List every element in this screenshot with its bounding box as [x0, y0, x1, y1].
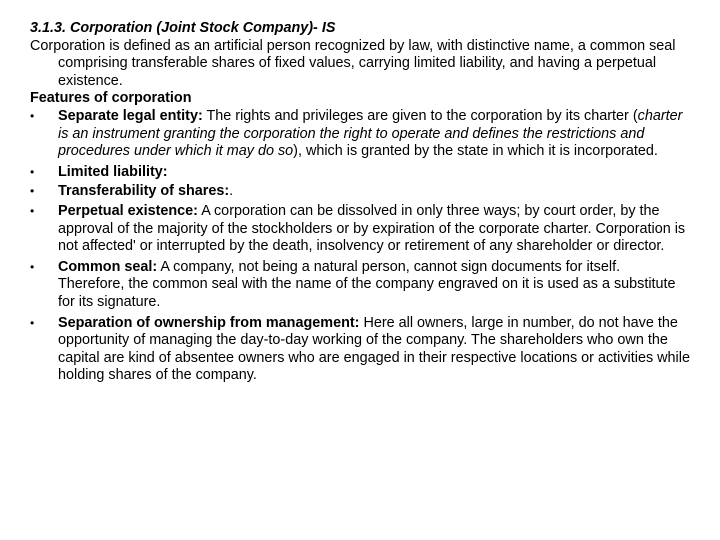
definition-paragraph: Corporation is defined as an artificial person recognized by law, with distinctive name, a common seal comprising transferable shares of fixed values, carrying limited liability, and having a perpetual existence.	[30, 37, 676, 89]
bullet-icon: •	[30, 164, 35, 179]
feature-term: Separate legal entity:	[58, 107, 203, 124]
features-list	[30, 108, 690, 385]
bullet-icon: •	[30, 259, 35, 274]
bullet-icon: •	[30, 184, 35, 199]
feature-term: Transferability of shares:	[58, 183, 230, 200]
feature-item-separation-of-ownership	[30, 315, 690, 385]
bullet-icon: •	[30, 315, 35, 330]
feature-term: Limited liability:	[58, 163, 168, 180]
feature-text: Here all owners, large in number, do not have the opportunity of managing the day-to-day working of the company. The shareholders who own the capital are kind of absentee owners who are engaged in their respective locations or activities while holding shares of the company.	[58, 314, 690, 384]
bullet-icon: •	[30, 108, 35, 123]
feature-item-perpetual-existence	[30, 203, 690, 256]
feature-text: The rights and privileges are given to the corporation by its charter (	[202, 107, 638, 124]
feature-term: Separation of ownership from management:	[58, 314, 360, 331]
feature-text: ), which is granted by the state in which it is incorporated.	[293, 143, 658, 160]
feature-term: Perpetual existence:	[58, 202, 198, 219]
feature-item-limited-liability	[30, 164, 690, 182]
slide-content	[30, 20, 690, 388]
feature-term: Common seal:	[58, 258, 158, 275]
section-heading: 3.1.3. Corporation (Joint Stock Company)- IS	[30, 20, 336, 36]
feature-text: A corporation can be dissolved in only three ways; by court order, by the approval of the majority of the stockholders or by expiration of the corporate charter. Corporation is not affected' or interrupted by the death, insolvency or retirement of any shareholder or director.	[58, 202, 686, 255]
feature-italic-note: charter is an instrument granting the corporation the right to operate and defines the restrictions and procedures under which it may do so	[58, 107, 683, 160]
feature-item-common-seal	[30, 259, 690, 312]
feature-item-separate-legal-entity	[30, 108, 690, 161]
feature-item-transferability	[30, 183, 690, 201]
feature-text: .	[229, 183, 234, 200]
bullet-icon: •	[30, 203, 35, 218]
features-heading: Features of corporation	[30, 90, 192, 107]
feature-text: A company, not being a natural person, cannot sign documents for itself. Therefore, the common seal with the name of the company engraved on it is used as a substitute for its signature.	[58, 258, 676, 310]
